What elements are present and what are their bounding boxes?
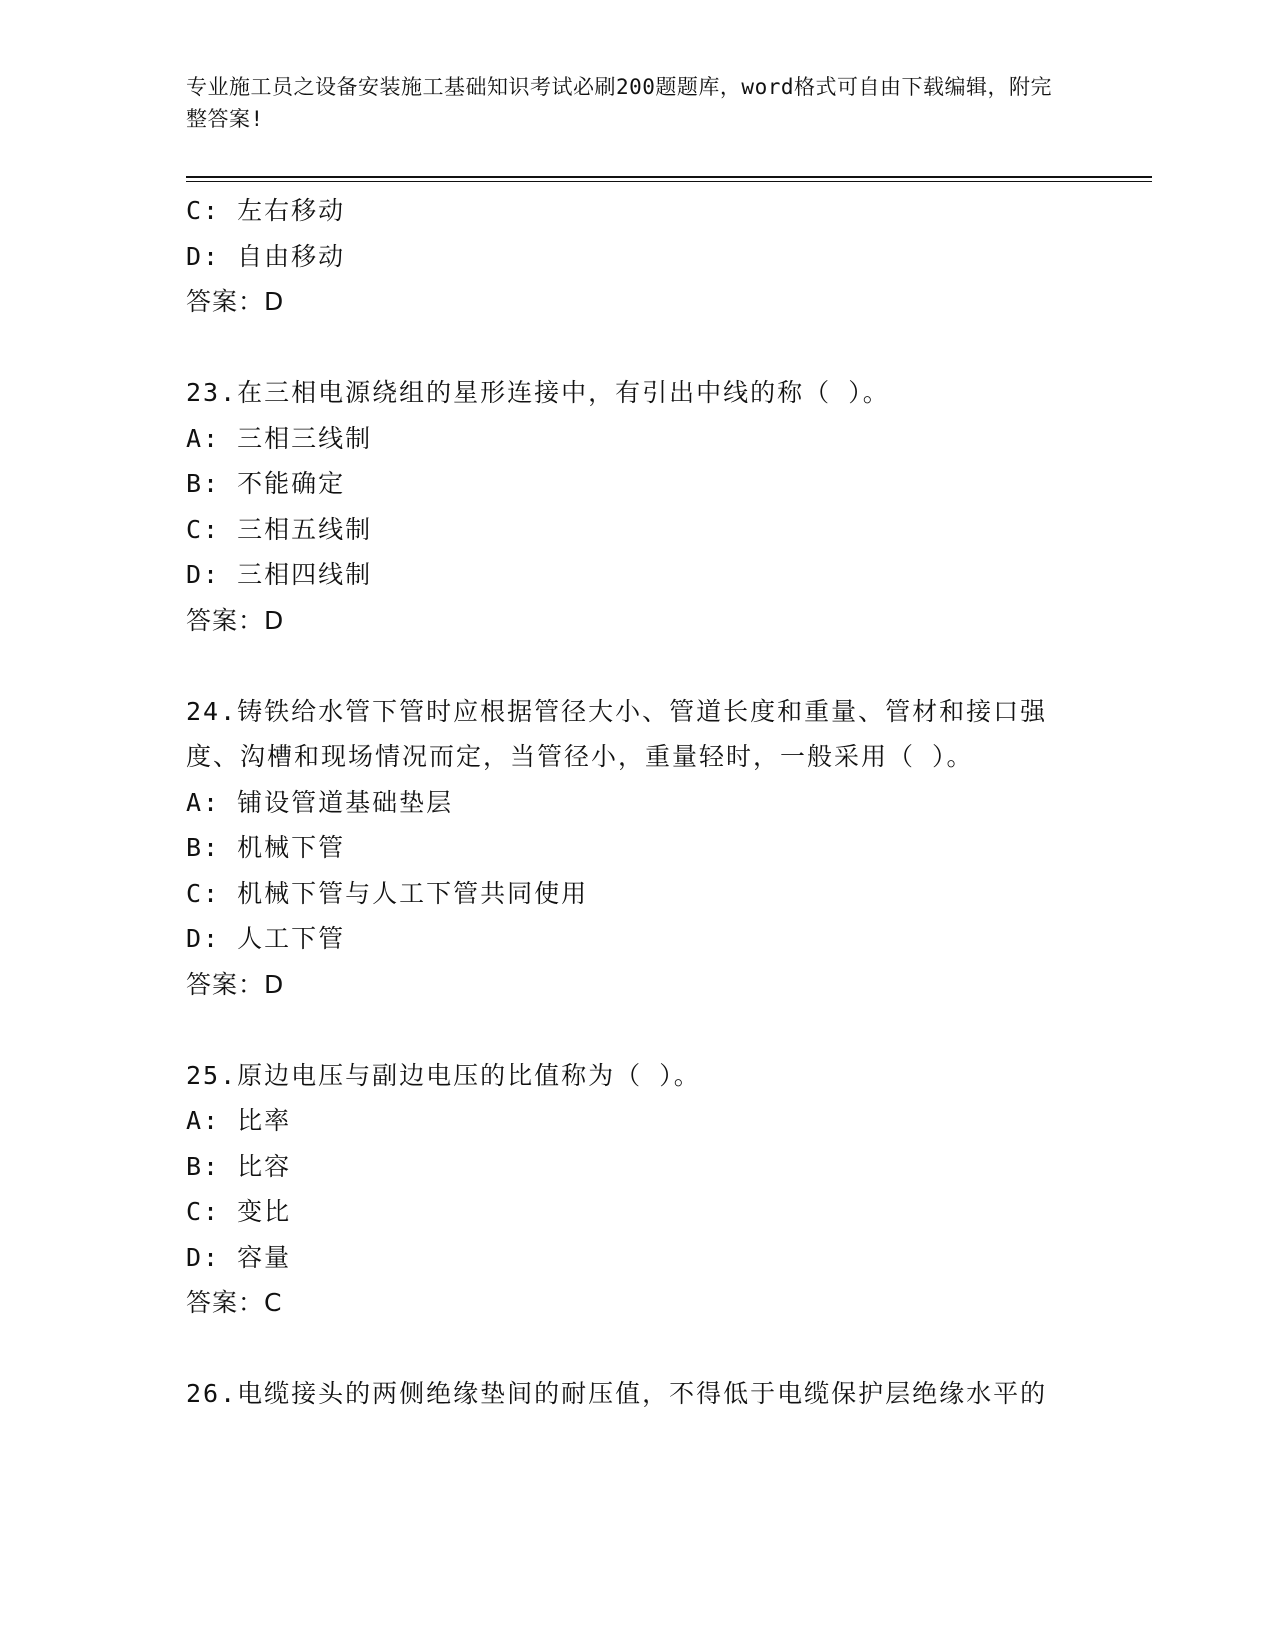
option-c <box>186 507 1086 553</box>
option-b <box>186 825 1086 871</box>
header-divider-thick <box>186 176 1152 178</box>
option-text: 人工下管 <box>237 924 346 953</box>
answer-line: 答案：D <box>186 605 285 635</box>
option-label: A: <box>186 787 221 817</box>
option-label: C: <box>186 196 221 225</box>
option-label: D: <box>186 1242 221 1272</box>
question-stem: 23.在三相电源绕组的星形连接中，有引出中线的称（ ）。 <box>186 378 890 407</box>
option-label: C: <box>186 514 221 544</box>
option-a <box>186 416 1086 462</box>
option-text: 比率 <box>237 1106 292 1135</box>
question-stem: 26.电缆接头的两侧绝缘垫间的耐压值，不得低于电缆保护层绝缘水平的 <box>186 1379 1048 1408</box>
answer-line: 答案：C <box>186 1288 283 1317</box>
option-d <box>186 1235 1086 1281</box>
option-text: 比容 <box>237 1151 292 1181</box>
option-d <box>186 552 1086 598</box>
option-label: D: <box>186 560 221 589</box>
option-text: 不能确定 <box>237 469 346 498</box>
option-text: 自由移动 <box>237 241 346 271</box>
question-list <box>186 188 1086 1417</box>
option-label: B: <box>186 469 221 498</box>
option-a <box>186 780 1086 826</box>
option-c <box>186 1189 1086 1235</box>
option-text: 三相五线制 <box>237 514 373 544</box>
option-label: B: <box>186 833 221 862</box>
option-text: 变比 <box>237 1197 292 1226</box>
option-text: 三相三线制 <box>237 423 373 453</box>
option-b <box>186 461 1086 507</box>
option-text: 左右移动 <box>237 196 346 225</box>
option-text: 机械下管 <box>237 833 346 862</box>
question-stem: 25.原边电压与副边电压的比值称为（ ）。 <box>186 1060 701 1090</box>
header-divider-thin <box>186 181 1152 182</box>
option-text: 铺设管道基础垫层 <box>237 787 454 817</box>
option-label: C: <box>186 878 221 908</box>
option-label: D: <box>186 924 221 953</box>
option-text: 容量 <box>237 1242 292 1272</box>
answer-line: 答案：D <box>186 287 285 316</box>
document-title: 专业施工员之设备安装施工基础知识考试必刷200题题库，word格式可自由下载编辑，附完整答案! <box>186 75 1052 131</box>
option-label: A: <box>186 423 221 453</box>
answer-line: 答案：D <box>186 969 285 999</box>
option-c <box>186 188 1086 234</box>
option-text: 机械下管与人工下管共同使用 <box>237 878 589 908</box>
option-d <box>186 916 1086 962</box>
option-label: A: <box>186 1106 221 1135</box>
option-a <box>186 1098 1086 1144</box>
option-c <box>186 871 1086 917</box>
option-d <box>186 234 1086 280</box>
option-label: C: <box>186 1197 221 1226</box>
question-stem: 24.铸铁给水管下管时应根据管径大小、管道长度和重量、管材和接口强度、沟槽和现场情况而定，当管径小，重量轻时，一般采用（ ）。 <box>186 696 1048 771</box>
option-label: B: <box>186 1151 221 1181</box>
option-b <box>186 1144 1086 1190</box>
option-text: 三相四线制 <box>237 560 373 589</box>
option-label: D: <box>186 241 221 271</box>
